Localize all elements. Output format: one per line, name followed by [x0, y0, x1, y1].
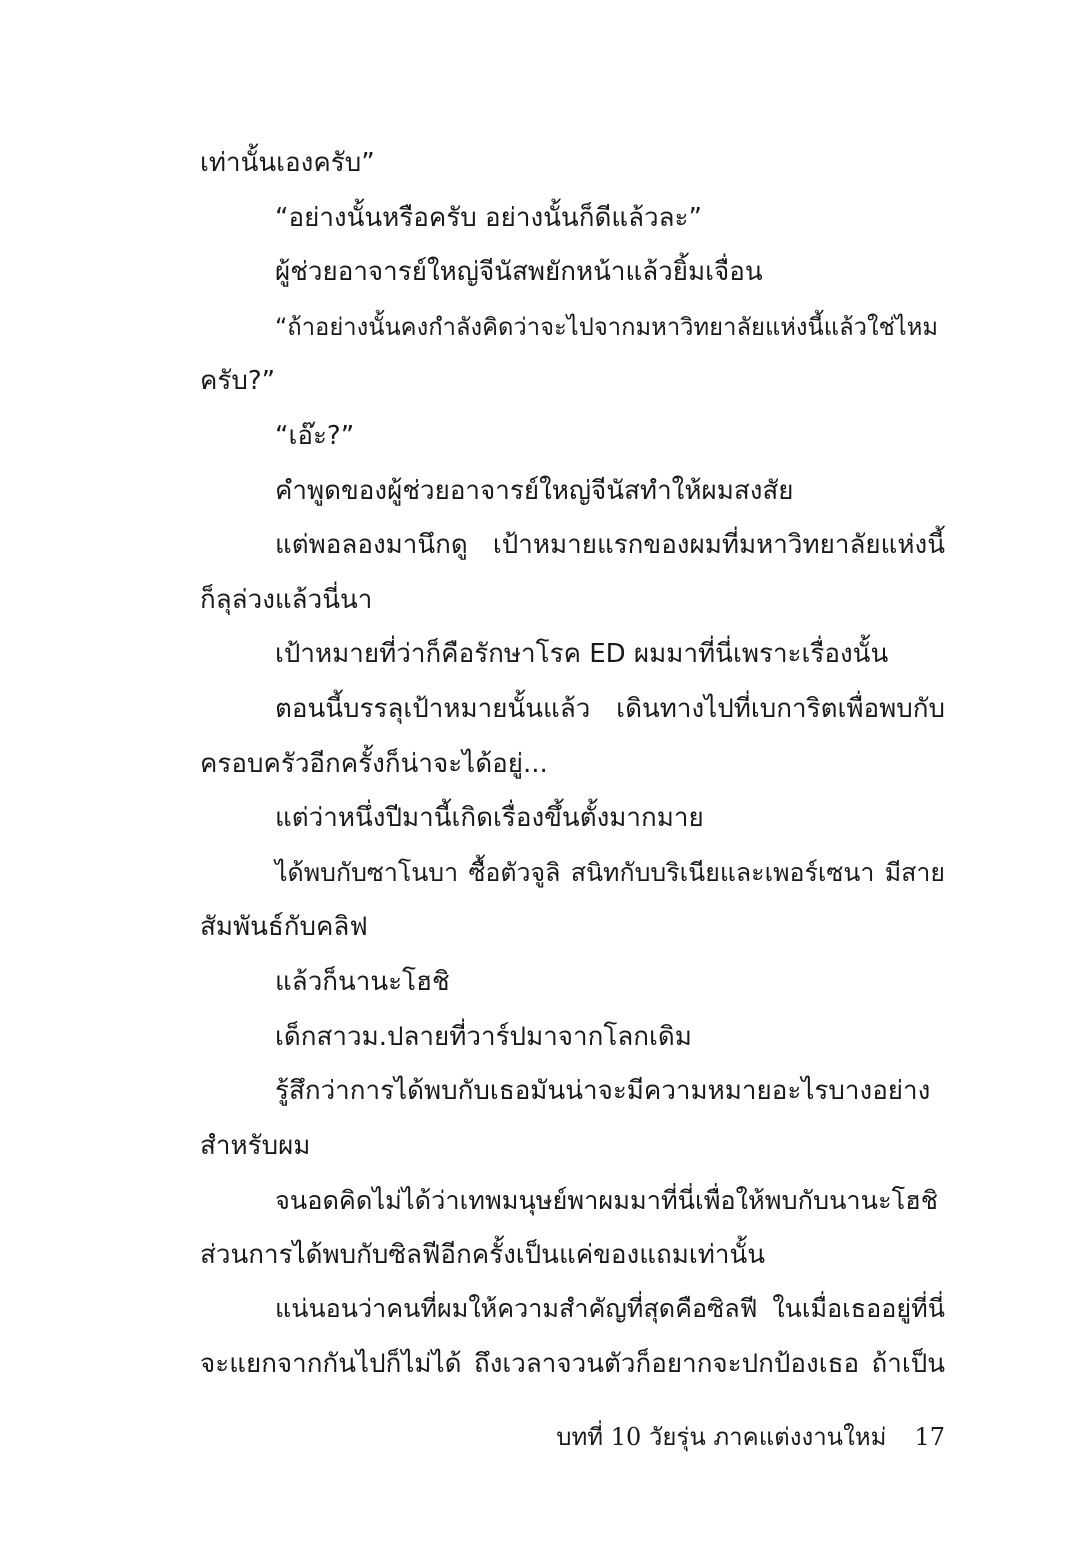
text-line: แล้วก็นานะโฮชิ [275, 966, 450, 997]
text-line: จนอดคิดไม่ได้ว่าเทพมนุษย์พาผมมาที่นี่เพื่อให้พบกับนานะโฮชิ [275, 1185, 938, 1216]
text-line: สำหรับผม [200, 1130, 311, 1161]
text-line: ผู้ช่วยอาจารย์ใหญ่จีนัสพยักหน้าแล้วยิ้มเจื่อน [275, 257, 763, 288]
text-line: ครับ?” [200, 366, 276, 397]
text-line: แน่นอนว่าคนที่ผมให้ความสำคัญที่สุดคือซิลฟี ในเมื่อเธออยู่ที่นี่ [275, 1294, 945, 1324]
running-footer-chapter: บทที่ 10 วัยรุ่น ภาคแต่งงานใหม่ [556, 1423, 887, 1451]
page-body-text [200, 136, 945, 1392]
text-line: รู้สึกว่าการได้พบกับเธอมันน่าจะมีความหมายอะไรบางอย่าง [275, 1076, 931, 1107]
text-line: แต่พอลองมานึกดู เป้าหมายแรกของผมที่มหาวิทยาลัยแห่งนี้ [275, 530, 945, 561]
text-line: เป้าหมายที่ว่าก็คือรักษาโรค ED ผมมาที่นี่เพราะเรื่องนั้น [275, 639, 889, 670]
text-line: คำพูดของผู้ช่วยอาจารย์ใหญ่จีนัสทำให้ผมสงสัย [275, 475, 794, 506]
page-footer [556, 1422, 945, 1452]
text-line: สัมพันธ์กับคลิฟ [200, 912, 368, 943]
text-line: เด็กสาวม.ปลายที่วาร์ปมาจากโลกเดิม [275, 1021, 692, 1052]
text-line: จะแยกจากกันไปก็ไม่ได้ ถึงเวลาจวนตัวก็อยากจะปกป้องเธอ ถ้าเป็น [200, 1349, 945, 1380]
text-line: “อย่างนั้นหรือครับ อย่างนั้นก็ดีแล้วละ” [275, 202, 702, 233]
text-line: ครอบครัวอีกครั้งก็น่าจะได้อยู่... [200, 748, 548, 779]
text-line: ส่วนการได้พบกับซิลฟีอีกครั้งเป็นแค่ของแถมเท่านั้น [200, 1239, 766, 1270]
page-number: 17 [914, 1423, 945, 1451]
text-line: “ถ้าอย่างนั้นคงกำลังคิดว่าจะไปจากมหาวิทยาลัยแห่งนี้แล้วใช่ไหม [275, 312, 939, 341]
text-line: แต่ว่าหนึ่งปีมานี้เกิดเรื่องขึ้นตั้งมากมาย [275, 803, 704, 834]
text-line: เท่านั้นเองครับ” [200, 148, 375, 178]
text-line: ก็ลุล่วงแล้วนี่นา [200, 584, 373, 615]
text-line: ได้พบกับซาโนบา ซื้อตัวจูลิ สนิทกับบริเนียและเพอร์เซนา มีสาย [275, 857, 945, 887]
text-line: “เอ๊ะ?” [275, 420, 355, 451]
text-line: ตอนนี้บรรลุเป้าหมายนั้นแล้ว เดินทางไปที่เบการิตเพื่อพบกับ [275, 693, 945, 724]
